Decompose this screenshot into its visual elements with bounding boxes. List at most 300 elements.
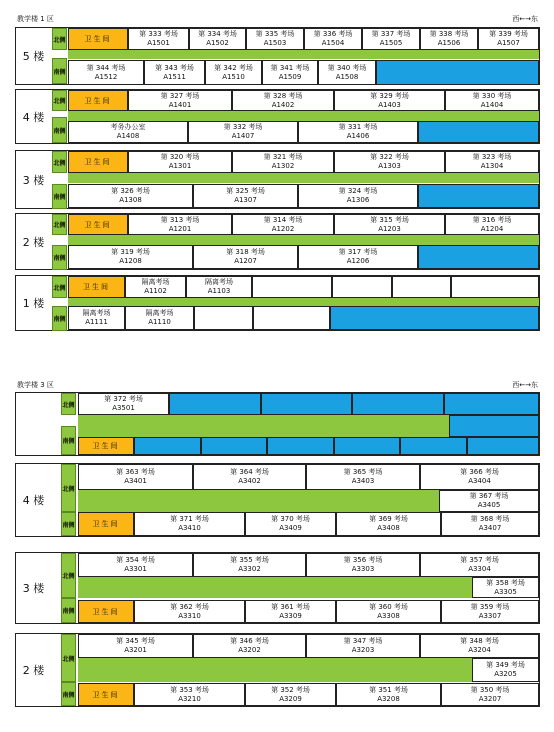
north-text: 北侧 (53, 222, 66, 229)
room-name: 第 366 考场 (460, 468, 499, 476)
room-code: A3303 (351, 565, 375, 573)
south-text: 南侧 (62, 521, 75, 529)
room-code: A3304 (468, 565, 491, 573)
south-side-label (52, 184, 67, 209)
floor-label-text: 3 楼 (22, 173, 45, 187)
room-name: 第 334 考场 (198, 30, 237, 38)
room-code: A1502 (206, 39, 229, 47)
room-name: 第 339 考场 (489, 30, 528, 38)
room-name: 第 320 考场 (160, 153, 200, 161)
room-code: A1206 (346, 257, 370, 265)
exam-room[interactable] (334, 90, 445, 111)
restroom-text: 卫生间 (84, 35, 112, 43)
room-name: 第 340 考场 (327, 63, 367, 72)
restroom (68, 90, 128, 111)
exam-room[interactable] (186, 276, 252, 298)
exam-room[interactable] (125, 276, 186, 298)
exam-room[interactable] (144, 60, 205, 85)
corridor (78, 490, 439, 512)
empty-room (194, 306, 253, 330)
room-name: 第 323 考场 (472, 153, 512, 161)
room-code: A3202 (238, 646, 261, 654)
room-name: 第 372 考场 (104, 395, 143, 403)
exam-room[interactable] (134, 683, 245, 706)
north-text: 北侧 (53, 98, 66, 105)
room-name: 第 315 考场 (370, 215, 409, 224)
restroom-text: 卫生间 (84, 158, 112, 166)
room-name: 第 345 考场 (116, 637, 155, 645)
room-name: 第 333 考场 (139, 30, 178, 38)
exam-room[interactable] (420, 464, 539, 490)
room-code: A3410 (178, 524, 201, 532)
restroom-text: 卫生间 (92, 607, 120, 616)
restroom-text: 卫生间 (92, 520, 120, 528)
empty-room (392, 276, 451, 298)
south-side-label (52, 117, 67, 143)
room-name: 第 347 考场 (343, 637, 383, 645)
stairwell (201, 437, 267, 455)
restroom (68, 151, 128, 173)
exam-room[interactable] (472, 577, 539, 598)
room-name: 考务办公室 (110, 123, 146, 131)
corridor (78, 415, 449, 437)
exam-room[interactable] (262, 60, 318, 85)
corridor (68, 50, 539, 59)
restroom (68, 214, 128, 235)
north-text: 北侧 (62, 485, 75, 493)
room-code: A3409 (279, 524, 302, 532)
exam-room[interactable] (336, 600, 441, 623)
exam-room[interactable] (306, 634, 420, 658)
room-code: A1505 (379, 39, 403, 47)
room-code: A3302 (238, 565, 261, 573)
room-code: A1401 (168, 100, 192, 109)
room-code: A1304 (480, 162, 504, 170)
room-name: 第 325 考场 (226, 187, 265, 195)
restroom (78, 600, 134, 623)
room-name: 第 337 考场 (371, 30, 411, 38)
north-text: 北侧 (53, 36, 66, 44)
building-3-title: 教学楼 3 区 (17, 381, 54, 389)
exam-room[interactable] (78, 393, 169, 415)
north-text: 北侧 (62, 573, 75, 580)
exam-room[interactable] (68, 184, 193, 208)
room-code: A3203 (351, 646, 375, 654)
south-side-label (52, 58, 67, 84)
corridor (68, 173, 539, 183)
floor-label (15, 213, 52, 270)
exam-room[interactable] (420, 28, 478, 50)
room-code: A3305 (494, 587, 517, 596)
floor-label (15, 89, 52, 144)
room-code: A1408 (116, 132, 140, 140)
north-side-label (61, 393, 76, 415)
exam-room[interactable] (306, 553, 420, 577)
north-text: 北侧 (62, 655, 75, 663)
exam-room[interactable] (232, 151, 334, 173)
room-code: A1403 (378, 100, 401, 109)
exam-room[interactable] (205, 60, 262, 85)
floor-label (15, 463, 52, 537)
room-name: 第 361 考场 (271, 602, 310, 611)
restroom-text: 卫生间 (84, 96, 112, 105)
stairwell (376, 60, 539, 85)
corridor (68, 298, 539, 306)
room-code: A1201 (168, 224, 192, 233)
room-code: A1501 (147, 39, 170, 47)
north-text: 北侧 (62, 401, 75, 409)
exam-room[interactable] (336, 512, 441, 536)
room-code: A1402 (271, 100, 295, 109)
room-name: 第 371 考场 (170, 515, 209, 523)
room-name: 第 338 考场 (429, 30, 469, 38)
building-1-title: 教学楼 1 区 (17, 15, 54, 23)
north-side-label (52, 276, 67, 298)
stairwell (467, 437, 539, 455)
room-code: A3301 (124, 565, 147, 573)
floor-label-text: 4 楼 (22, 494, 45, 507)
room-name: 第 332 考场 (223, 123, 263, 131)
room-name: 第 354 考场 (116, 556, 155, 564)
restroom-text: 卫生间 (84, 220, 112, 229)
floor-label-text: 4 楼 (22, 110, 45, 124)
room-name: 隔离考场 (145, 309, 174, 317)
room-name: 隔离考场 (82, 309, 111, 317)
room-name: 第 350 考场 (470, 685, 510, 694)
south-side-label (52, 245, 67, 270)
south-text: 南侧 (53, 68, 66, 76)
building-1-direction: 西←→东 (512, 15, 538, 23)
room-name: 第 344 考场 (86, 63, 126, 72)
room-name: 第 353 考场 (170, 685, 209, 694)
south-side-label (61, 682, 76, 706)
room-code: A1407 (231, 132, 255, 140)
room-code: A3207 (478, 694, 502, 703)
empty-room (253, 306, 330, 330)
room-name: 第 343 考场 (155, 63, 194, 72)
exam-room[interactable] (128, 214, 232, 235)
exam-room[interactable] (304, 28, 362, 50)
room-code: A1404 (480, 100, 504, 109)
room-code: A3308 (377, 611, 400, 620)
exam-room[interactable] (68, 121, 188, 143)
exam-room[interactable] (334, 151, 445, 173)
exam-room[interactable] (134, 600, 245, 623)
south-text: 南侧 (62, 691, 75, 699)
stairwell (134, 437, 201, 455)
south-text: 南侧 (53, 255, 66, 262)
room-name: 第 367 考场 (469, 492, 509, 500)
room-code: A1301 (168, 162, 192, 170)
room-code: A3501 (112, 404, 135, 412)
room-name: 第 362 考场 (170, 602, 209, 611)
exam-room[interactable] (298, 121, 418, 143)
restroom (78, 512, 134, 536)
room-name: 第 322 考场 (370, 153, 409, 161)
room-code: A3404 (468, 477, 491, 485)
south-text: 南侧 (62, 608, 75, 615)
corridor (68, 235, 539, 245)
north-side-label (61, 464, 76, 512)
exam-room[interactable] (193, 245, 298, 269)
room-code: A1511 (163, 72, 186, 81)
exam-room[interactable] (445, 214, 539, 235)
stairwell (334, 437, 400, 455)
room-name: 第 352 考场 (271, 685, 310, 694)
north-text: 北侧 (53, 159, 66, 167)
room-code: A1103 (207, 287, 231, 295)
room-code: A3210 (178, 694, 201, 703)
room-code: A3309 (279, 611, 302, 620)
room-name: 隔离考场 (205, 278, 233, 286)
exam-room[interactable] (306, 464, 420, 490)
exam-room[interactable] (68, 306, 125, 330)
floor-label-text: 3 楼 (22, 582, 45, 595)
room-code: A3310 (178, 611, 201, 620)
room-name: 第 321 考场 (263, 153, 303, 161)
room-name: 第 351 考场 (369, 685, 408, 694)
restroom (68, 28, 128, 50)
room-code: A3208 (377, 694, 400, 703)
floor-label-text: 1 楼 (22, 297, 45, 310)
room-code: A1208 (119, 257, 142, 265)
stairwell (330, 306, 539, 330)
stairwell (449, 415, 539, 437)
corridor (78, 577, 472, 598)
room-code: A3407 (478, 524, 502, 532)
room-name: 第 324 考场 (338, 187, 378, 195)
room-name: 第 358 考场 (486, 578, 525, 587)
restroom (78, 683, 134, 706)
north-side-label (52, 28, 67, 50)
south-side-label (61, 512, 76, 536)
room-name: 第 368 考场 (470, 515, 510, 523)
room-name: 第 342 考场 (214, 63, 253, 72)
room-code: A3205 (494, 670, 517, 678)
exam-room[interactable] (78, 634, 193, 658)
exam-room[interactable] (420, 634, 539, 658)
room-code: A1503 (263, 39, 287, 47)
room-name: 第 314 考场 (263, 215, 303, 224)
stairwell (418, 121, 539, 143)
room-name: 第 313 考场 (160, 215, 200, 224)
room-code: A1307 (234, 196, 257, 204)
room-code: A3402 (238, 477, 261, 485)
floor-label (15, 150, 52, 209)
room-code: A1302 (271, 162, 295, 170)
room-name: 第 356 考场 (343, 556, 383, 564)
room-code: A3307 (478, 611, 502, 620)
room-code: A1102 (144, 287, 167, 295)
room-name: 第 316 考场 (472, 215, 512, 224)
room-name: 第 335 考场 (255, 30, 295, 38)
restroom-text: 卫生间 (92, 690, 120, 699)
exam-room[interactable] (336, 683, 441, 706)
exam-room[interactable] (318, 60, 376, 85)
room-name: 第 331 考场 (338, 123, 378, 131)
room-code: A1110 (148, 318, 171, 326)
exam-room[interactable] (245, 683, 336, 706)
restroom-text: 卫生间 (92, 442, 120, 450)
room-name: 第 317 考场 (338, 248, 378, 256)
floor-label (15, 275, 52, 331)
room-code: A3403 (351, 477, 375, 485)
exam-room[interactable] (232, 90, 334, 111)
restroom (78, 437, 134, 455)
room-code: A1507 (497, 39, 520, 47)
exam-room[interactable] (68, 60, 144, 85)
room-name: 第 341 考场 (270, 63, 310, 72)
stairwell (267, 437, 334, 455)
room-code: A1508 (335, 72, 359, 81)
south-text: 南侧 (62, 438, 75, 445)
room-name: 第 318 考场 (226, 248, 265, 256)
room-name: 第 326 考场 (111, 187, 150, 195)
room-code: A1207 (234, 257, 257, 265)
exam-room[interactable] (441, 683, 539, 706)
exam-room[interactable] (193, 553, 306, 577)
exam-room[interactable] (134, 512, 245, 536)
exam-room[interactable] (472, 658, 539, 682)
south-text: 南侧 (53, 194, 66, 201)
exam-room[interactable] (193, 634, 306, 658)
room-name: 第 346 考场 (230, 637, 269, 645)
room-name: 第 319 考场 (111, 248, 150, 256)
south-text: 南侧 (53, 127, 66, 135)
room-code: A3408 (377, 524, 400, 532)
south-side-label (52, 306, 67, 331)
room-name: 第 330 考场 (472, 91, 512, 100)
north-side-label (52, 90, 67, 111)
exam-room[interactable] (128, 28, 189, 50)
north-side-label (61, 553, 76, 598)
room-name: 第 363 考场 (116, 468, 155, 476)
north-side-label (52, 151, 67, 173)
exam-room[interactable] (245, 512, 336, 536)
floor-label-text: 2 楼 (22, 664, 45, 677)
exam-room[interactable] (246, 28, 304, 50)
exam-room[interactable] (362, 28, 420, 50)
stairwell (418, 184, 539, 208)
room-name: 第 355 考场 (230, 556, 269, 564)
room-code: A3405 (477, 501, 501, 509)
exam-room[interactable] (441, 512, 539, 536)
south-side-label (61, 426, 76, 455)
north-side-label (52, 214, 67, 235)
stairwell (418, 245, 539, 269)
floor-label (15, 552, 52, 624)
room-name: 第 360 考场 (369, 602, 408, 611)
room-code: A1204 (480, 224, 504, 233)
exam-room[interactable] (420, 553, 539, 577)
exam-room[interactable] (445, 90, 539, 111)
room-code: A1509 (278, 72, 302, 81)
room-code: A1406 (346, 132, 370, 140)
north-side-label (61, 634, 76, 682)
building-3-direction: 西←→东 (512, 381, 538, 389)
exam-room[interactable] (128, 90, 232, 111)
empty-room (332, 276, 392, 298)
exam-room[interactable] (298, 184, 418, 208)
room-name: 第 364 考场 (230, 468, 269, 476)
room-code: A1303 (378, 162, 401, 170)
room-name: 第 370 考场 (271, 515, 310, 523)
exam-room[interactable] (334, 214, 445, 235)
exam-room[interactable] (188, 121, 298, 143)
room-name: 隔离考场 (141, 278, 170, 286)
room-name: 第 359 考场 (470, 602, 510, 611)
exam-room[interactable] (298, 245, 418, 269)
exam-room[interactable] (193, 464, 306, 490)
exam-room[interactable] (189, 28, 246, 50)
exam-room[interactable] (441, 600, 539, 623)
room-code: A3201 (124, 646, 147, 654)
exam-room[interactable] (245, 600, 336, 623)
exam-room[interactable] (78, 464, 193, 490)
room-code: A1510 (222, 72, 245, 81)
room-code: A1306 (346, 196, 370, 204)
room-name: 第 349 考场 (486, 661, 525, 669)
room-name: 第 357 考场 (460, 556, 499, 564)
restroom (68, 276, 125, 298)
floor-label (15, 633, 52, 707)
floor-label (15, 392, 52, 456)
exam-room[interactable] (193, 184, 298, 208)
empty-room (451, 276, 539, 298)
stairwell (444, 393, 539, 415)
room-name: 第 327 考场 (160, 91, 200, 100)
room-name: 第 328 考场 (263, 91, 303, 100)
exam-room[interactable] (128, 151, 232, 173)
room-name: 第 336 考场 (313, 30, 353, 38)
room-code: A1504 (321, 39, 345, 47)
stairwell (400, 437, 467, 455)
room-code: A1308 (119, 196, 142, 204)
room-name: 第 348 考场 (460, 637, 499, 645)
exam-room[interactable] (68, 245, 193, 269)
room-code: A1512 (94, 72, 118, 81)
corridor (78, 658, 472, 682)
empty-room (252, 276, 332, 298)
room-name: 第 329 考场 (370, 91, 409, 100)
floor-label-text: 2 楼 (22, 235, 45, 249)
restroom-text: 卫生间 (83, 283, 110, 291)
floor-label-text: 5 楼 (22, 50, 45, 63)
room-name: 第 365 考场 (343, 468, 383, 476)
room-code: A1506 (437, 39, 461, 47)
stairwell (352, 393, 444, 415)
room-name: 第 369 考场 (369, 515, 408, 523)
room-code: A3401 (124, 477, 147, 485)
exam-room[interactable] (439, 490, 539, 512)
room-code: A3204 (468, 646, 491, 654)
exam-room[interactable] (78, 553, 193, 577)
north-text: 北侧 (53, 284, 66, 292)
floor-label (15, 27, 52, 85)
exam-room[interactable] (445, 151, 539, 173)
room-code: A1202 (271, 224, 295, 233)
exam-room[interactable] (232, 214, 334, 235)
room-code: A1111 (85, 318, 108, 326)
room-code: A3209 (279, 694, 302, 703)
south-text: 南侧 (53, 316, 66, 323)
exam-room[interactable] (478, 28, 539, 50)
stairwell (261, 393, 352, 415)
corridor (68, 111, 539, 121)
south-side-label (61, 598, 76, 623)
room-code: A1203 (378, 224, 401, 233)
exam-room[interactable] (125, 306, 194, 330)
